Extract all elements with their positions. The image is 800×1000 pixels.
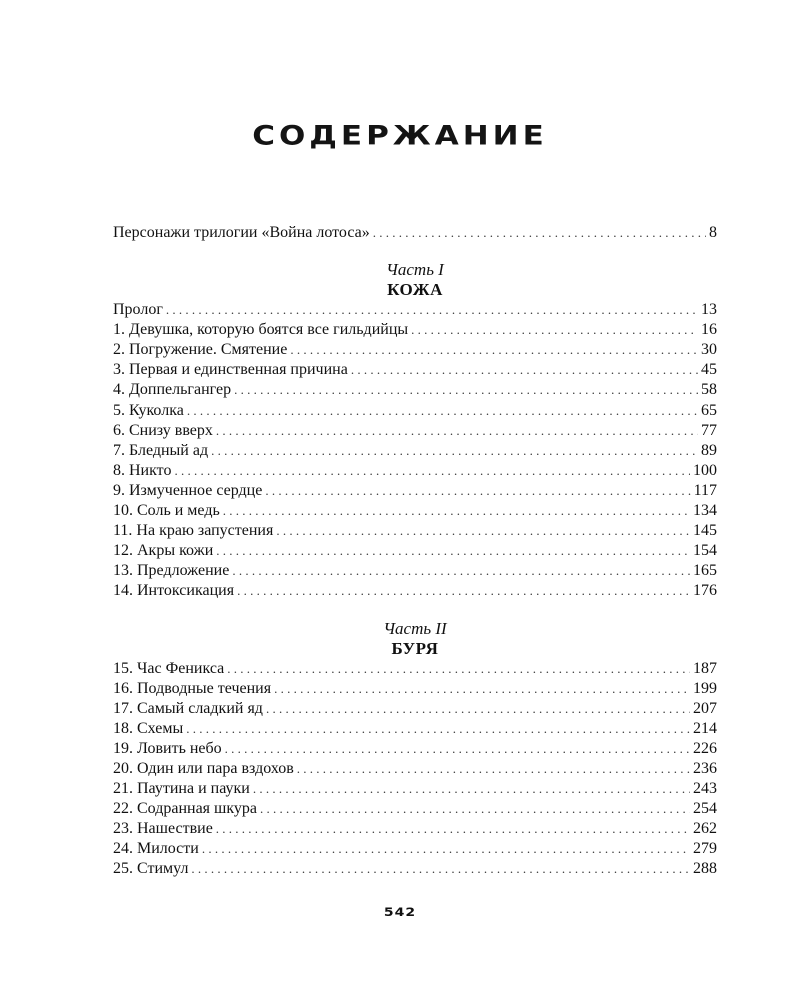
dot-leader: [266, 699, 690, 719]
toc-entry-label: 6. Снизу вверх: [113, 421, 213, 439]
dot-leader: [202, 839, 690, 859]
toc-entry[interactable]: [113, 360, 717, 380]
toc-entry[interactable]: [113, 859, 717, 879]
toc-entry[interactable]: [113, 380, 717, 400]
toc-entry[interactable]: [113, 719, 717, 739]
toc-entry[interactable]: [113, 839, 717, 859]
toc-entry[interactable]: [113, 340, 717, 360]
page-number: 542: [383, 906, 417, 920]
toc-entry-label: 18. Схемы: [113, 719, 184, 737]
dot-leader: [373, 223, 706, 243]
toc-entry[interactable]: [113, 819, 717, 839]
toc-entry[interactable]: [113, 581, 717, 601]
toc-entry-label: 21. Паутина и пауки: [113, 780, 250, 798]
dot-leader: [253, 779, 690, 799]
dot-leader: [186, 719, 690, 739]
part-label: Часть II: [383, 618, 447, 638]
dot-leader: [191, 859, 690, 879]
toc-entry-label: 20. Один или пара вздохов: [113, 759, 294, 777]
toc-entry-label: 3. Первая и единственная причина: [113, 361, 348, 379]
dot-leader: [237, 581, 690, 601]
toc-entry-label: 10. Соль и медь: [113, 502, 220, 520]
part-2: [113, 619, 717, 880]
dot-leader: [274, 679, 690, 699]
toc-entry-label: Персонажи трилогии «Война лотоса»: [113, 224, 370, 241]
toc-entry-label: 22. Содранная шкура: [113, 800, 258, 818]
part-entries: [113, 659, 717, 880]
toc-entry-label: 13. Предложение: [113, 562, 230, 580]
dot-leader: [216, 421, 698, 441]
toc-entry[interactable]: [113, 541, 717, 561]
toc-entry[interactable]: [113, 679, 717, 699]
dot-leader: [290, 340, 698, 360]
dot-leader: [411, 320, 698, 340]
dot-leader: [276, 521, 690, 541]
table-of-contents: [113, 223, 717, 880]
toc-entry-page: 236: [693, 759, 717, 777]
dot-leader: [351, 360, 698, 380]
toc-entry-page: 89: [701, 441, 717, 459]
part-entries: [113, 300, 717, 601]
toc-entry-page: 207: [693, 699, 717, 717]
toc-entry-page: 65: [701, 401, 717, 419]
toc-entry-label: 5. Куколка: [113, 401, 184, 419]
toc-entry[interactable]: [113, 501, 717, 521]
toc-entry-label: 17. Самый сладкий яд: [113, 699, 263, 717]
toc-entry-page: 226: [693, 739, 717, 757]
toc-entry-characters[interactable]: [113, 223, 717, 243]
toc-entry[interactable]: [113, 481, 717, 501]
dot-leader: [232, 561, 690, 581]
toc-entry-page: 288: [693, 860, 717, 878]
toc-entry-label: 14. Интоксикация: [113, 582, 235, 600]
toc-entry[interactable]: [113, 799, 717, 819]
dot-leader: [187, 401, 698, 421]
toc-entry-label: 15. Час Феникса: [113, 659, 225, 677]
toc-entry-page: 145: [693, 522, 717, 540]
part-1: [113, 260, 717, 601]
dot-leader: [174, 461, 690, 481]
toc-entry-label: 7. Бледный ад: [113, 441, 209, 459]
toc-entry-page: 13: [701, 301, 717, 319]
toc-entry[interactable]: [113, 659, 717, 679]
toc-entry-label: 9. Измученное сердце: [113, 481, 263, 499]
dot-leader: [211, 441, 698, 461]
toc-entry[interactable]: [113, 739, 717, 759]
toc-entry-page: 16: [701, 321, 717, 339]
toc-entry-page: 100: [693, 461, 717, 479]
part-label: Часть I: [386, 260, 444, 280]
toc-entry-label: 1. Девушка, которую боятся все гильдийцы: [113, 321, 409, 339]
toc-entry-label: 16. Подводные течения: [113, 679, 272, 697]
toc-entry[interactable]: [113, 521, 717, 541]
toc-entry-page: 279: [693, 840, 717, 858]
dot-leader: [166, 300, 698, 320]
toc-entry-page: 117: [693, 481, 717, 499]
toc-entry[interactable]: [113, 441, 717, 461]
toc-entry-label: 11. На краю запустения: [113, 522, 274, 540]
toc-entry[interactable]: [113, 320, 717, 340]
toc-entry[interactable]: [113, 401, 717, 421]
toc-entry-label: Пролог: [113, 301, 163, 319]
part-name: КОЖА: [387, 280, 443, 300]
dot-leader: [260, 799, 690, 819]
toc-entry-page: 187: [693, 659, 717, 677]
toc-entry-page: 154: [693, 542, 717, 560]
toc-entry-label: 2. Погружение. Смятение: [113, 341, 288, 359]
dot-leader: [216, 819, 690, 839]
toc-entry-page: 8: [709, 224, 717, 241]
part-heading: [113, 260, 717, 300]
dot-leader: [216, 541, 690, 561]
toc-entry[interactable]: [113, 699, 717, 719]
toc-entry-page: 214: [693, 719, 717, 737]
toc-entry-page: 77: [701, 421, 717, 439]
dot-leader: [265, 481, 690, 501]
toc-entry-page: 199: [693, 679, 717, 697]
toc-entry-page: 58: [701, 381, 717, 399]
toc-entry-page: 243: [693, 780, 717, 798]
toc-entry[interactable]: [113, 300, 717, 320]
part-name: БУРЯ: [391, 638, 439, 658]
toc-entry[interactable]: [113, 421, 717, 441]
page-title: СОДЕРЖАНИЕ: [252, 120, 548, 152]
toc-entry-label: 4. Доппельгангер: [113, 381, 232, 399]
toc-entry[interactable]: [113, 461, 717, 481]
toc-entry-page: 254: [693, 800, 717, 818]
toc-entry-label: 25. Стимул: [113, 860, 189, 878]
toc-entry-page: 30: [701, 341, 717, 359]
toc-entry-page: 45: [701, 361, 717, 379]
toc-entry-page: 134: [693, 502, 717, 520]
toc-entry-label: 19. Ловить небо: [113, 739, 222, 757]
toc-entry-label: 12. Акры кожи: [113, 542, 214, 560]
dot-leader: [223, 501, 690, 521]
dot-leader: [227, 659, 690, 679]
toc-entry-label: 8. Никто: [113, 461, 172, 479]
toc-entry-page: 176: [693, 582, 717, 600]
toc-entry[interactable]: [113, 759, 717, 779]
toc-entry-page: 165: [693, 562, 717, 580]
toc-entry-page: 262: [693, 820, 717, 838]
toc-entry[interactable]: [113, 779, 717, 799]
toc-entry-label: 24. Милости: [113, 840, 199, 858]
part-heading: [113, 619, 717, 659]
dot-leader: [225, 739, 690, 759]
toc-entry[interactable]: [113, 561, 717, 581]
dot-leader: [297, 759, 690, 779]
dot-leader: [234, 380, 698, 400]
toc-entry-label: 23. Нашествие: [113, 820, 213, 838]
